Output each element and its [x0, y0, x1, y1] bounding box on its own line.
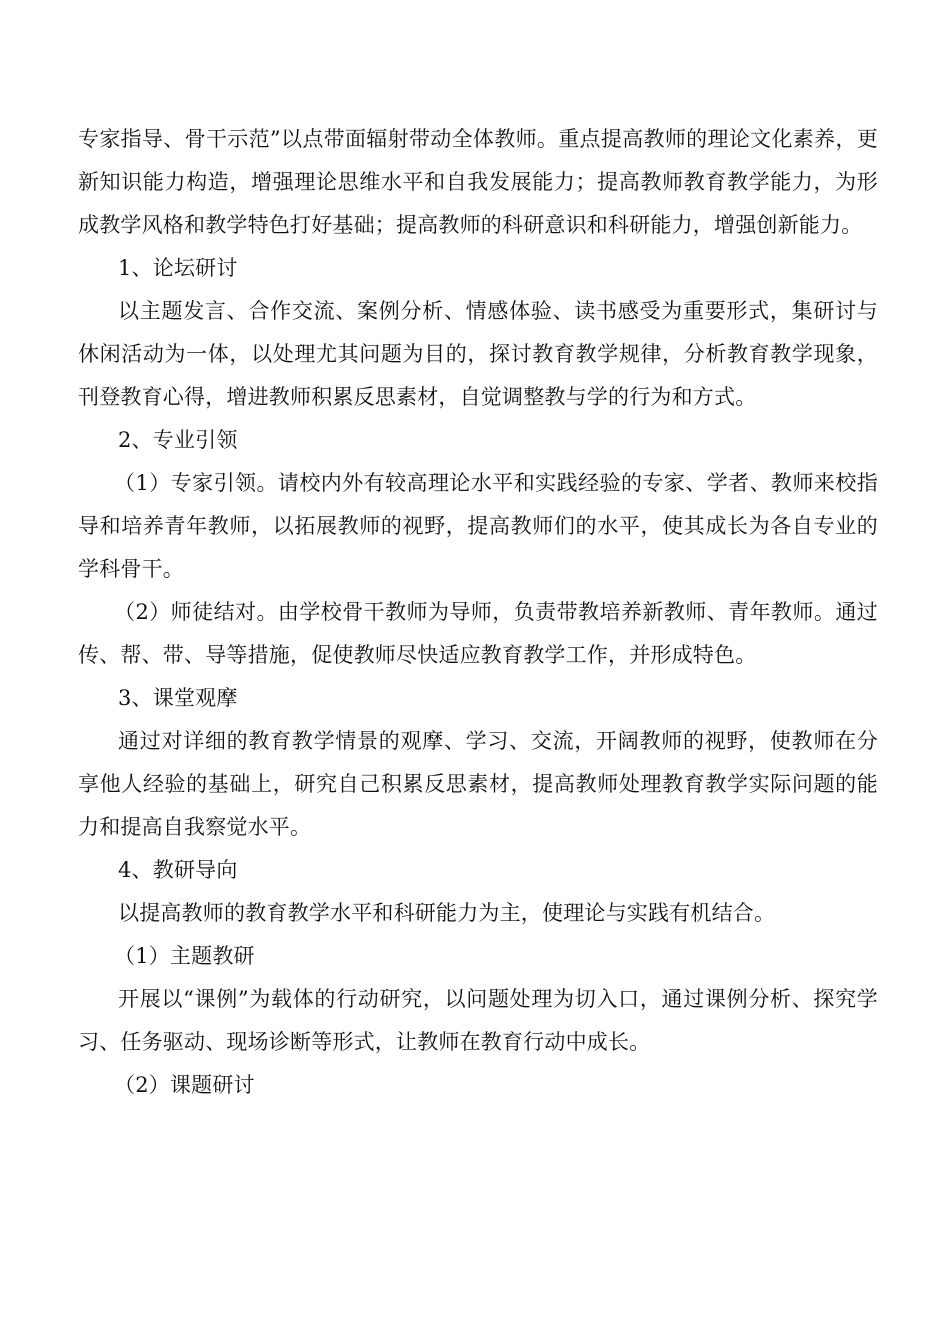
- heading-professional-guidance: 2、专业引领: [118, 428, 238, 452]
- paragraph-mentor-pairing: （2）师徒结对。由学校骨干教师为导师，负责带教培养新教师、青年教师。通过传、帮、带、导等措施，促使教师尽快适应教育教学工作，并形成特色。: [78, 600, 878, 667]
- heading-teaching-research: 4、教研导向: [118, 858, 238, 882]
- subheading-theme-research: （1）主题教研: [114, 944, 255, 968]
- paragraph-expert-guidance: （1）专家引领。请校内外有较高理论水平和实践经验的专家、学者、教师来校指导和培养青年教师，以拓展教师的视野，提高教师们的水平，使其成长为各自专业的学科骨干。: [78, 471, 878, 581]
- heading-forum-discussion: 1、论坛研讨: [118, 256, 238, 280]
- paragraph-theme-research: 开展以“课例”为载体的行动研究，以问题处理为切入口，通过课例分析、探究学习、任务驱动、现场诊断等形式，让教师在教育行动中成长。: [78, 987, 878, 1054]
- subheading-project-discussion: （2）课题研讨: [114, 1073, 255, 1097]
- document-page: [78, 118, 878, 1107]
- paragraph-classroom-observation: 通过对详细的教育教学情景的观摩、学习、交流，开阔教师的视野，使教师在分享他人经验的基础上，研究自己积累反思素材，提高教师处理教育教学实际问题的能力和提高自我察觉水平。: [78, 729, 878, 839]
- paragraph-forum-discussion: 以主题发言、合作交流、案例分析、情感体验、读书感受为重要形式，集研讨与休闲活动为一体，以处理尤其问题为目的，探讨教育教学规律，分析教育教学现象，刊登教育心得，增进教师积累反思素材，自觉调整教与学的行为和方式。: [78, 299, 878, 409]
- paragraph-intro: 专家指导、骨干示范”以点带面辐射带动全体教师。重点提高教师的理论文化素养，更新知识能力构造，增强理论思维水平和自我发展能力；提高教师教育教学能力，为形成教学风格和教学特色打好基础；提高教师的科研意识和科研能力，增强创新能力。: [78, 127, 878, 237]
- heading-classroom-observation: 3、课堂观摩: [118, 686, 238, 710]
- paragraph-teaching-research: 以提高教师的教育教学水平和科研能力为主，使理论与实践有机结合。: [118, 901, 776, 925]
